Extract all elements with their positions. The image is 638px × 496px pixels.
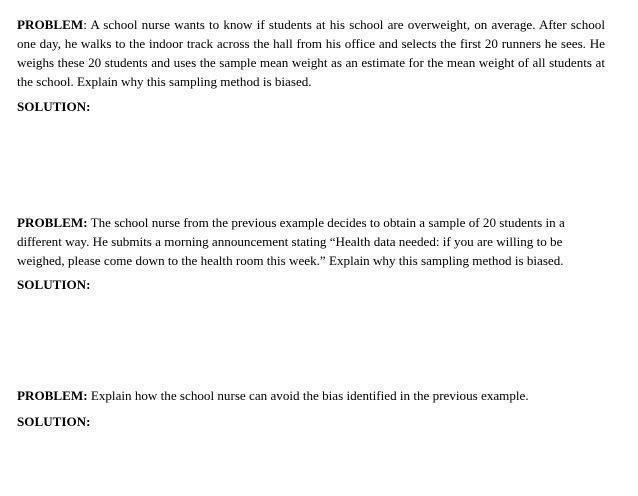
problem-block-2 <box>17 213 605 294</box>
problem-text: The school nurse from the previous example decides to obtain a sample of 20 students in a different way. He submits a morning announcement stating “Health data needed: if you are willing to be weighed, please come down to the health room this week.” Explain why this sampling method is biased. <box>17 215 565 268</box>
problem-label: PROBLEM: <box>17 388 88 403</box>
solution-label: SOLUTION: <box>17 99 91 114</box>
problem-statement <box>17 386 605 405</box>
problem-text: A school nurse wants to know if students at his school are overweight, on average. After school one day, he walks to the indoor track across the hall from his office and selects the first 20 runners he sees. He weighs these 20 students and uses the sample mean weight as an estimate for the mean weight of all students at the school. Explain why this sampling method is biased. <box>17 17 605 89</box>
solution-label: SOLUTION: <box>17 277 91 292</box>
problem-label: PROBLEM <box>17 17 84 32</box>
problem-block-1 <box>17 15 605 116</box>
solution-label: SOLUTION: <box>17 414 91 429</box>
problem-text: Explain how the school nurse can avoid the bias identified in the previous example. <box>87 388 529 403</box>
problem-label-colon: : <box>83 17 87 32</box>
problem-label: PROBLEM: <box>17 215 88 230</box>
problem-block-3 <box>17 386 605 431</box>
problem-statement <box>17 213 605 270</box>
problem-statement <box>17 15 605 91</box>
